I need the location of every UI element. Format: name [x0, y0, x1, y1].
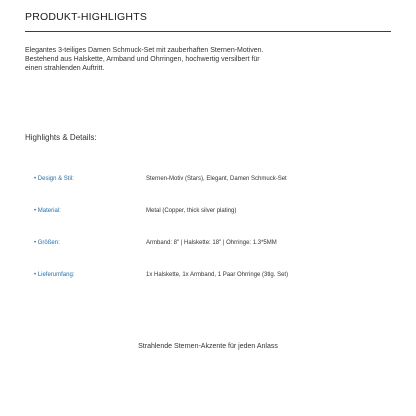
- detail-label: • Lieferumfang:: [34, 272, 75, 278]
- intro-line: Elegantes 3-teiliges Damen Schmuck-Set mit zauberhaften Sternen-Motiven.: [25, 47, 264, 54]
- detail-value: 1x Halskette, 1x Armband, 1 Paar Ohrringe (3tlg. Set): [146, 272, 289, 278]
- section-title: PRODUKT-HIGHLIGHTS: [25, 11, 148, 23]
- detail-label: • Material:: [34, 208, 61, 214]
- title-divider: [25, 31, 391, 32]
- detail-row-contents: [34, 271, 394, 283]
- intro-line: Bestehend aus Halskette, Armband und Ohrringen, hochwertig versilbert für: [25, 56, 260, 63]
- detail-label: • Größen:: [34, 240, 60, 246]
- intro-paragraph: [25, 46, 315, 73]
- intro-line: einen strahlenden Auftritt.: [25, 65, 105, 72]
- detail-row-material: [34, 207, 394, 219]
- detail-row-design: [34, 175, 394, 187]
- detail-value: Metal (Copper, thick silver plating): [146, 208, 237, 214]
- detail-label: • Design & Stil:: [34, 176, 74, 182]
- details-heading: Highlights & Details:: [25, 133, 97, 142]
- tagline: Strahlende Sternen-Akzente für jeden Anlass: [138, 343, 278, 350]
- detail-value: Armband: 8" | Halskette: 18" | Ohrringe: 1.3*5MM: [146, 240, 277, 246]
- detail-row-sizes: [34, 239, 394, 251]
- detail-value: Sternen-Motiv (Stars), Elegant, Damen Schmuck-Set: [146, 176, 287, 182]
